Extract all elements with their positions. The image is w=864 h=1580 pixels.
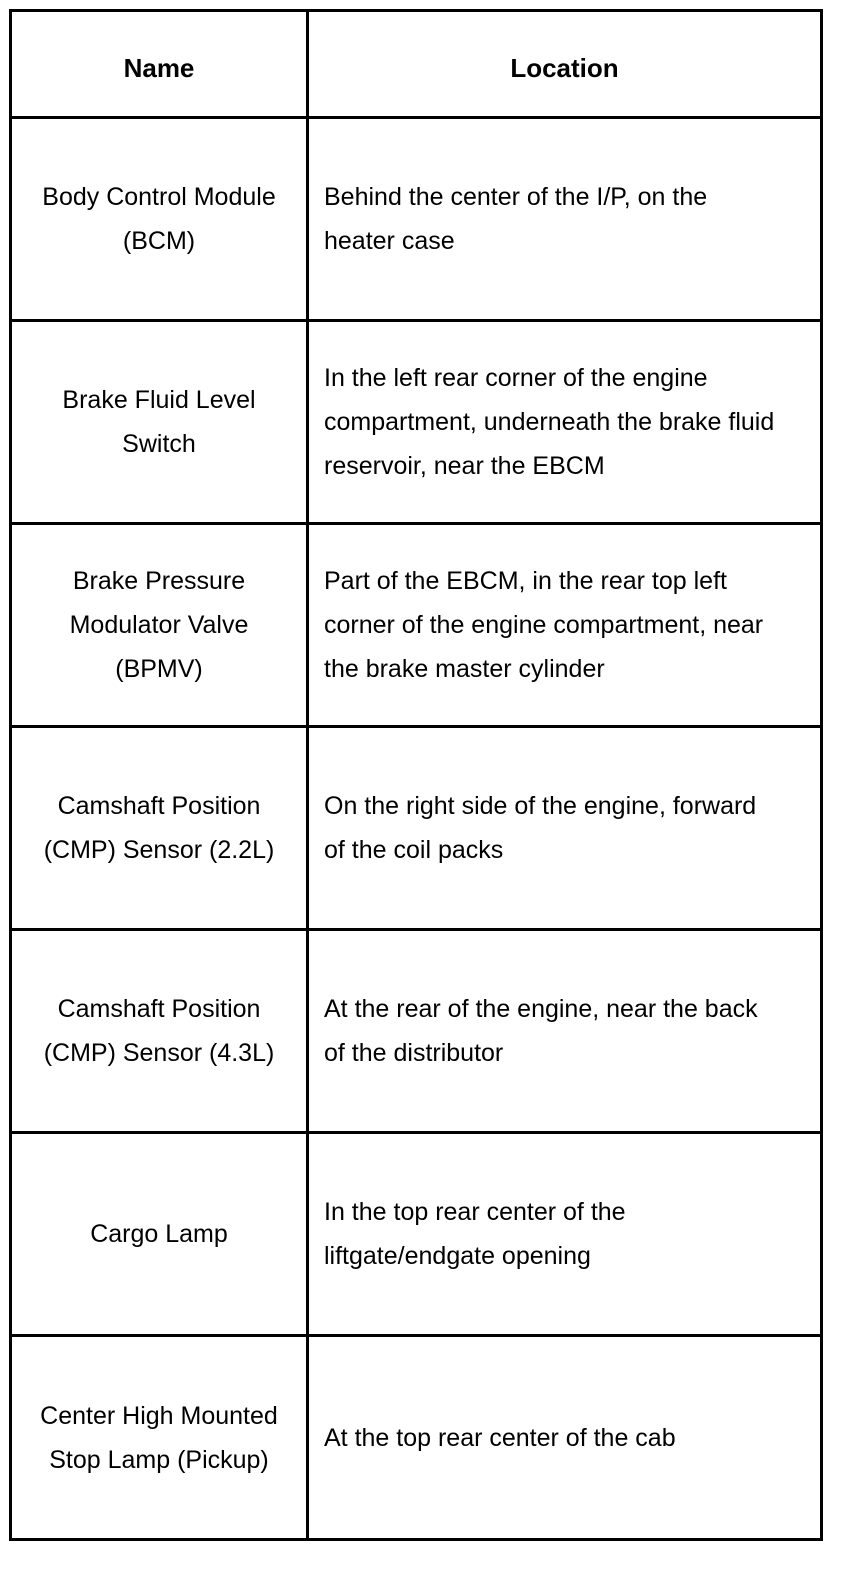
location-column-header: Location [308, 11, 822, 118]
component-location-cell: Behind the center of the I/P, on the heater case [308, 118, 822, 321]
component-location-cell: Part of the EBCM, in the rear top left corner of the engine compartment, near the brake master cylinder [308, 524, 822, 727]
component-name-cell: Camshaft Position (CMP) Sensor (4.3L) [11, 930, 308, 1133]
table-row [11, 930, 822, 1133]
component-location-table [9, 9, 823, 1541]
component-name-cell: Cargo Lamp [11, 1133, 308, 1336]
component-location-cell: At the top rear center of the cab [308, 1336, 822, 1540]
table-row [11, 118, 822, 321]
name-column-header: Name [11, 11, 308, 118]
component-name-cell: Body Control Module (BCM) [11, 118, 308, 321]
table-row [11, 1336, 822, 1540]
table-row [11, 321, 822, 524]
component-name-cell: Brake Pressure Modulator Valve (BPMV) [11, 524, 308, 727]
table-row [11, 524, 822, 727]
component-location-cell: On the right side of the engine, forward of the coil packs [308, 727, 822, 930]
header-row [11, 11, 822, 118]
component-name-cell: Brake Fluid Level Switch [11, 321, 308, 524]
component-location-cell: In the top rear center of the liftgate/endgate opening [308, 1133, 822, 1336]
component-location-cell: In the left rear corner of the engine compartment, underneath the brake fluid reservoir, near the EBCM [308, 321, 822, 524]
table-row [11, 727, 822, 930]
component-name-cell: Center High Mounted Stop Lamp (Pickup) [11, 1336, 308, 1540]
component-location-cell: At the rear of the engine, near the back of the distributor [308, 930, 822, 1133]
table-row [11, 1133, 822, 1336]
component-name-cell: Camshaft Position (CMP) Sensor (2.2L) [11, 727, 308, 930]
